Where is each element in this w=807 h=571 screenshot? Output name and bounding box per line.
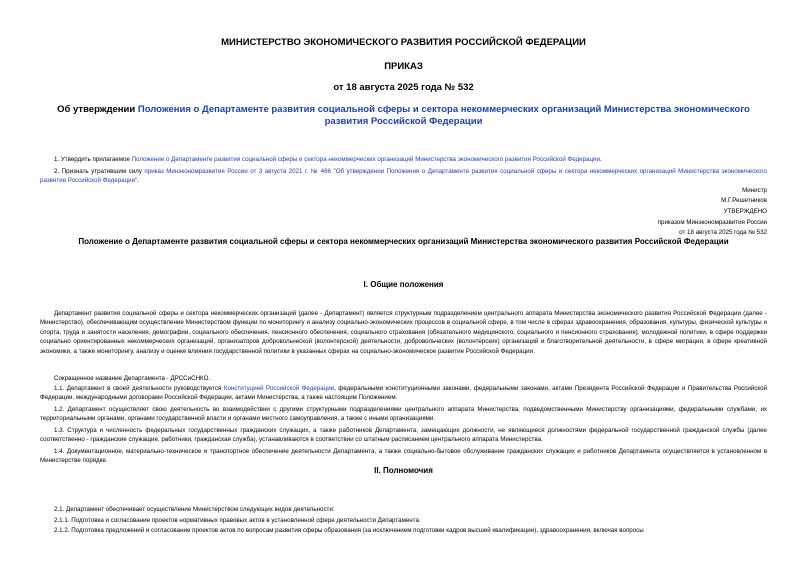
repealed-order-link[interactable]: приказ Минэкономразвития России от 3 августа 2021 г. № 466 "Об утверждении Положения о Департаменте развития социальной сферы и сектора некоммерческих организаций Министерства экономического развития Российской Федерации" [40, 168, 767, 185]
document-type: ПРИКАЗ [384, 61, 423, 72]
clause-1-2: 1.2. Департамент осуществляет свою деятельность во взаимодействии с другими структурными подразделениями центрального аппарата Министерства, подведомственными Министерству организациями, федеральными службами, их территориальными органами, органами государственной власти и органами местного самоуправления, а также с иными организациями. [40, 406, 767, 423]
clause-2-1-2: 2.1.2. Подготовка предложений и согласование проектов актов по вопросам развития сферы образования (за исключением подготовки кадров высшей квалификации), здравоохранения, включая вопросы [54, 527, 644, 534]
approved-label: УТВЕРЖДЕНО [723, 208, 767, 215]
approved-date: от 18 августа 2025 года № 532 [679, 229, 767, 236]
section-1-intro: Департамент развития социальной сферы и сектора некоммерческих организаций (далее - Департамент) является структурным подразделением центрального аппарата Министерства экономического развития Российской Федерации (далее - Министерство), обеспечивающим осуществление Министерством функции по мониторингу и анализу социально-экономических процессов в социальной сфере, в том числе в сферах здравоохранения, образования, культуры, физической культуры и спорта, труда и занятости населения, демографии, социального обеспечения, пенсионного обеспечения, социального страхования (обязательного медицинского, социального и пенсионного страхования), молодежной политики, в сфере поддержки социально ориентированных некоммерческих организаций, организаторов добровольческой (волонтерской) деятельности, добровольческих (волонтерских) организаций и благотворительной деятельности, в сфере миграции, в сфере креативной экономики, а также мониторингу, анализу и оценке влияния государственной политики в указанных сферах на социально-экономическое развитие Российской Федерации. [40, 310, 767, 355]
subject-regulation-link[interactable]: Положения о Департаменте развития социальной сферы и сектора некоммерческих организаций Министерства экономического развития Российской Федерации [137, 104, 750, 127]
order-point-1: 1. Утвердить прилагаемое Положение о Департаменте развития социальной сферы и сектора некоммерческих организаций Министерства экономического развития Российской Федерации. [54, 156, 602, 163]
approved-by-order: приказом Минэкономразвития России [657, 219, 767, 226]
order-subject [40, 104, 767, 128]
signature-name: М.Г.Решетников [721, 197, 767, 204]
order-date-number: от 18 августа 2025 года № 532 [333, 82, 474, 93]
ministry-heading: МИНИСТЕРСТВО ЭКОНОМИЧЕСКОГО РАЗВИТИЯ РОССИЙСКОЙ ФЕДЕРАЦИИ [221, 37, 586, 48]
clause-2-1: 2.1. Департамент обеспечивает осуществление Министерством следующих видов деятельности: [54, 506, 335, 513]
regulation-link[interactable]: Положение о Департаменте развития социальной сферы и сектора некоммерческих организаций Министерства экономического развития Российской Федерации [131, 156, 600, 163]
short-name: Сокращенное название Департамента - ДРССиСНКО. [54, 375, 211, 382]
clause-1-4: 1.4. Документационное, материально-техническое и транспортное обеспечение деятельности Департамента, а также социально-бытовое обслуживание гражданских служащих и работников Департамента осуществляется в установленном в Министерстве порядке. [40, 448, 767, 465]
regulation-title: Положение о Департаменте развития социальной сферы и сектора некоммерческих организаций Министерства экономического развития Российской Федерации [78, 237, 729, 246]
order-point-2: 2. Признать утратившим силу приказ Минэкономразвития России от 3 августа 2021 г. № 466 "Об утверждении Положения о Департаменте развития социальной сферы и сектора некоммерческих организаций Министерства экономического развития Российской Федерации". [40, 168, 767, 185]
constitution-link[interactable]: Конституцией Российской Федерации [223, 385, 335, 392]
clause-1-3: 1.3. Структура и численность федеральных государственных гражданских служащих, а также работников Департамента, замещающих должности, не являющиеся должностями федеральной государственной гражданской службы (далее соответственно - гражданские служащие, работники, гражданская служба), устанавливаются в соответствии со штатным расписанием центрального аппарата Министерства. [40, 427, 767, 444]
section-1-heading: I. Общие положения [363, 280, 444, 289]
subject-prefix: Об утверждении [57, 104, 138, 115]
clause-2-1-1: 2.1.1. Подготовка и согласование проектов нормативных правовых актов в установленной сфере деятельности Департамента. [54, 517, 421, 524]
signature-title: Министр [742, 187, 767, 194]
section-2-heading: II. Полномочия [374, 466, 433, 475]
clause-1-1: 1.1. Департамент в своей деятельности руководствуется Конституцией Российской Федерации, федеральными конституционными законами, федеральными законами, актами Президента Российской Федерации и Правительства Российской Федерации, международными договорами Российской Федерации, актами Министерства, а также настоящим Положением. [40, 385, 768, 402]
